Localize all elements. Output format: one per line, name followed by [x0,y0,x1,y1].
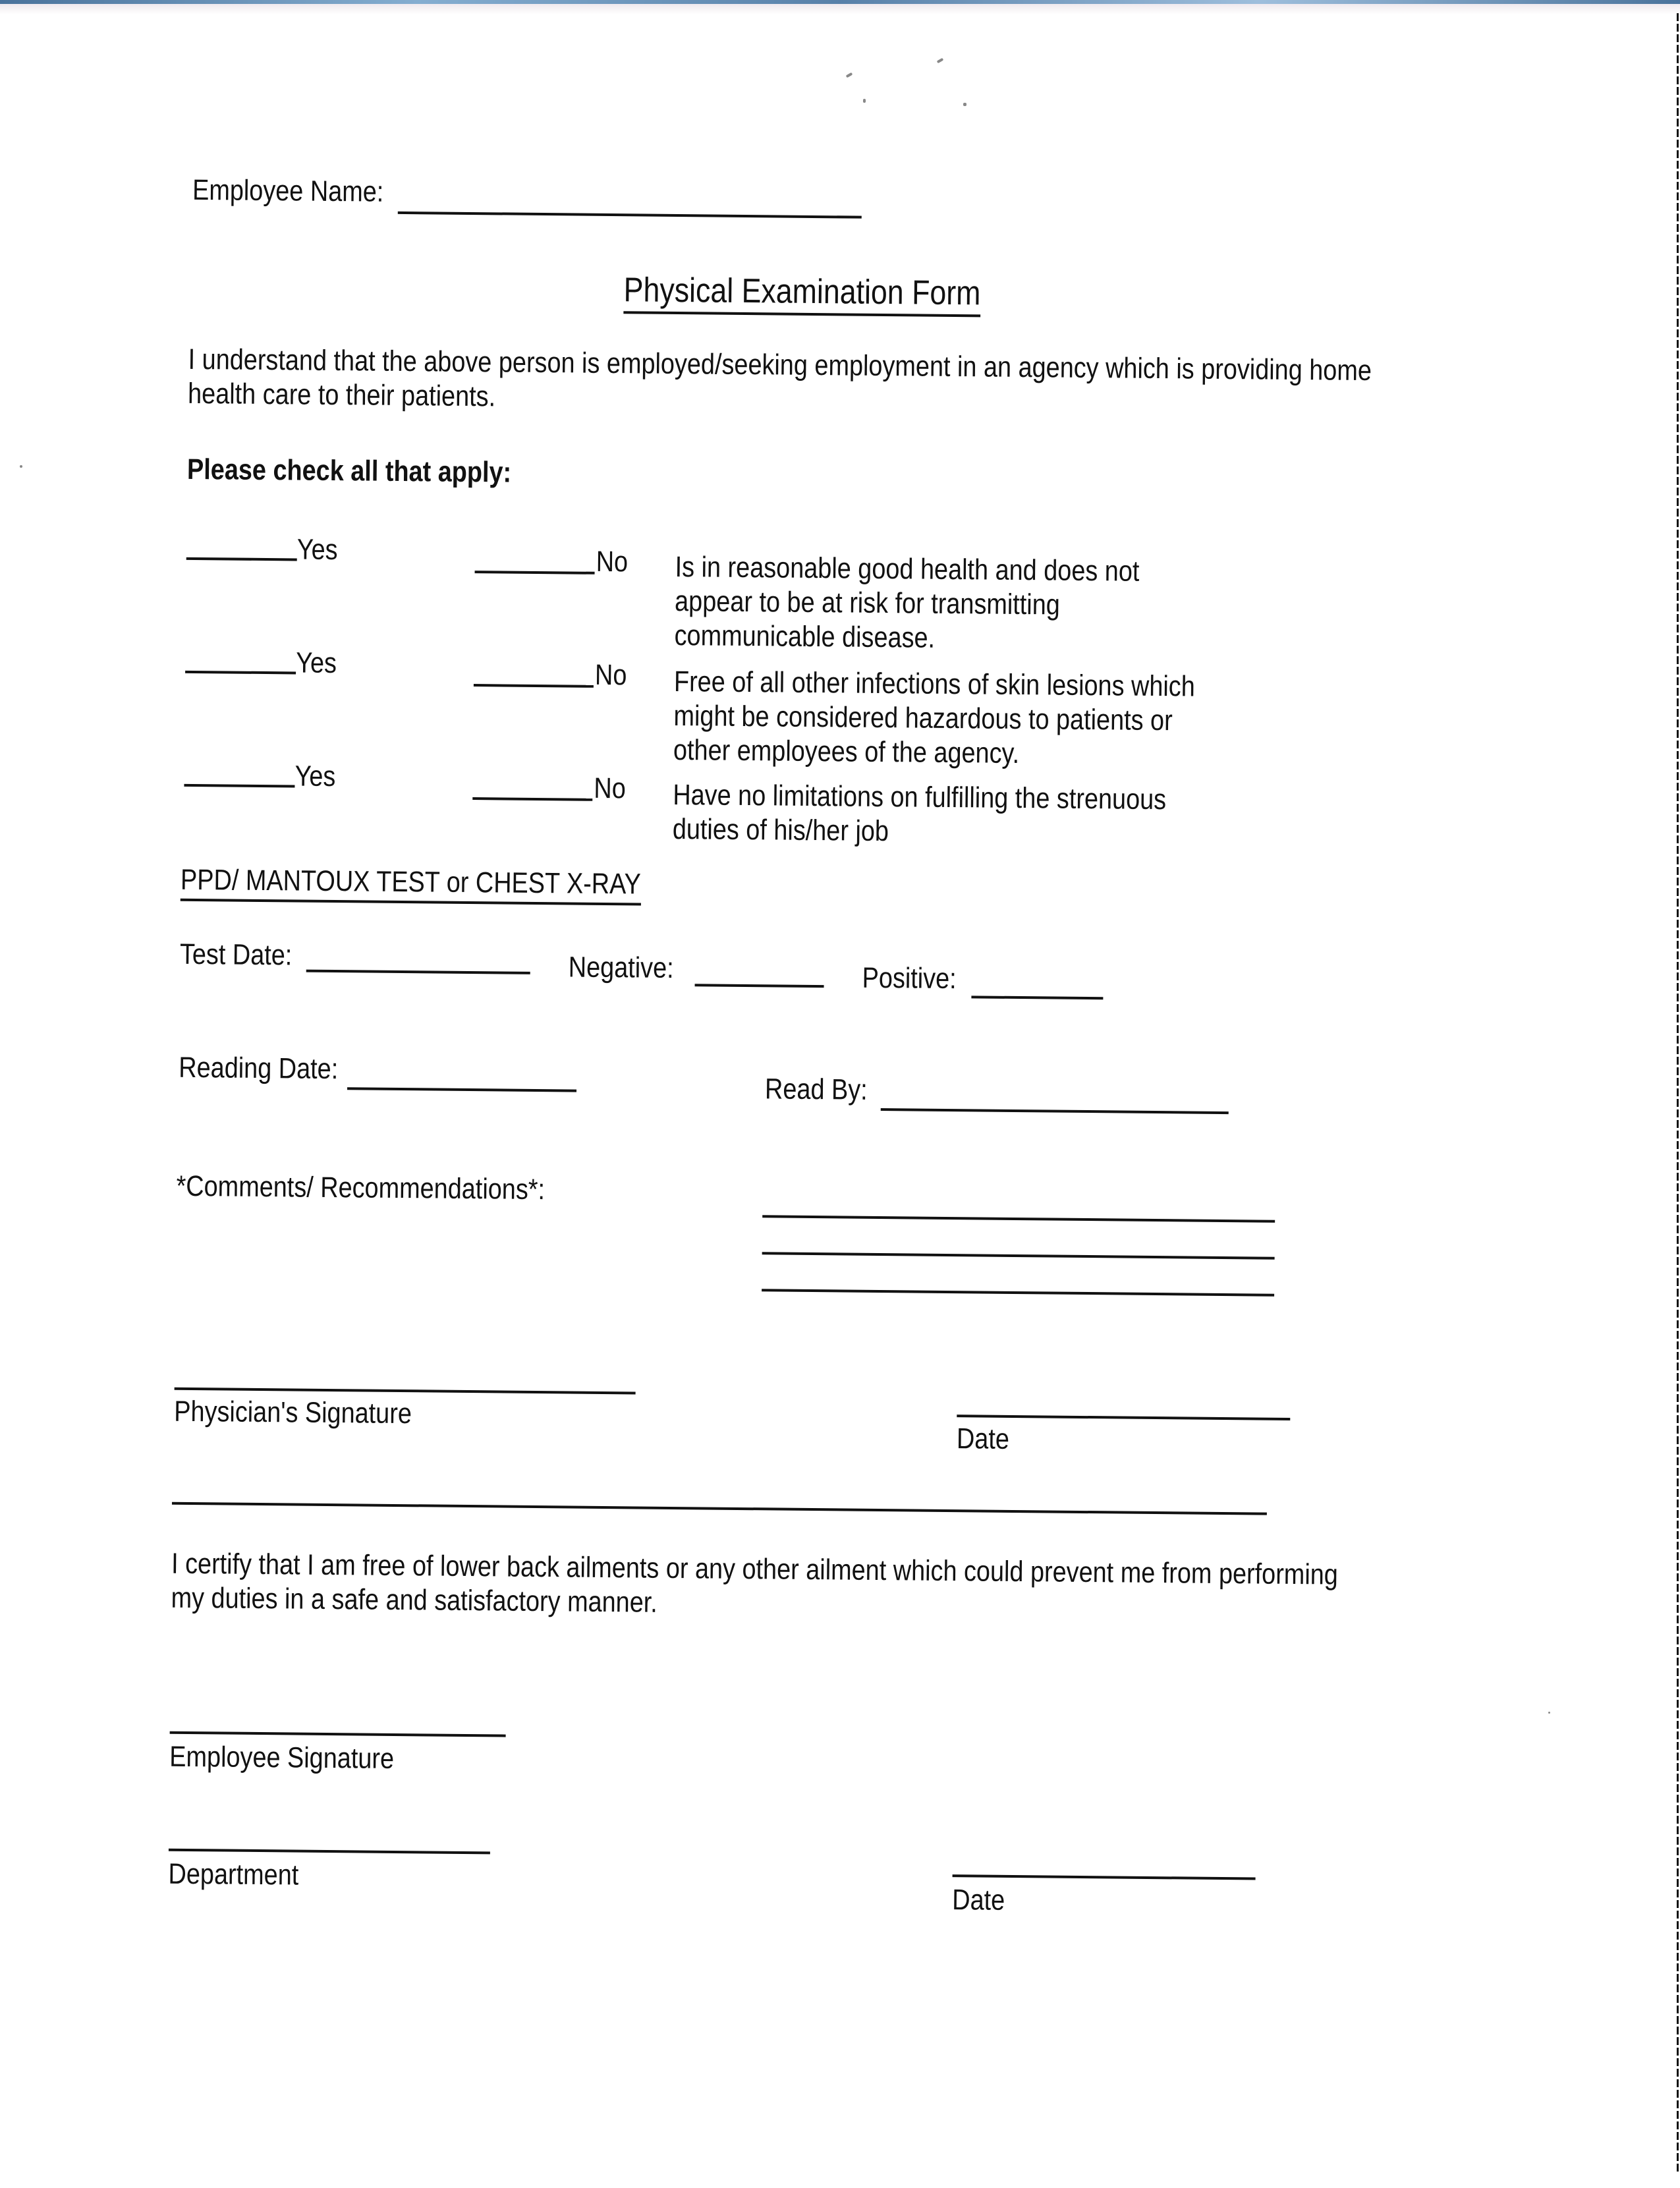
department-field[interactable] [169,1849,490,1855]
no-label: No [596,545,629,578]
comments-line-1[interactable] [762,1215,1275,1222]
yes-label: Yes [295,646,337,680]
yes-label: Yes [294,760,336,793]
intro-line-1: I understand that the above person is employed/seeking employment in an agency which is providing home [188,343,1372,387]
negative-field[interactable] [695,984,824,988]
department-label: Department [168,1857,299,1892]
scan-speck [20,465,22,468]
employee-date-field[interactable] [953,1874,1256,1880]
negative-label: Negative: [568,951,674,984]
employee-name-label: Employee Name: [192,173,384,208]
comments-line-2[interactable] [762,1252,1275,1259]
page-title: Physical Examination Form [623,270,980,317]
section-divider [172,1502,1267,1515]
check-instruction: Please check all that apply: [186,453,512,489]
comments-label: *Comments/ Recommendations*: [176,1169,546,1206]
test-date-field[interactable] [306,970,530,974]
positive-label: Positive: [862,961,957,996]
positive-field[interactable] [971,996,1103,999]
physician-date-field[interactable] [957,1415,1290,1420]
reading-date-label: Reading Date: [179,1051,339,1086]
yes-label: Yes [296,533,338,567]
no-blank-1[interactable] [475,571,595,575]
employee-name-field[interactable] [398,211,862,219]
scan-speck [1548,1712,1550,1714]
checklist-item-text: Free of all other infections of skin lesions which might be considered hazardous to patients or other employees of the agency. [673,665,1196,770]
scan-speck [963,103,966,106]
no-label: No [594,658,627,692]
read-by-label: Read By: [764,1073,868,1106]
employee-signature-label: Employee Signature [169,1740,395,1775]
scan-speck [863,99,866,103]
checklist-item-text: Have no limitations on fulfilling the strenuous duties of his/her job [672,778,1167,848]
intro-paragraph [188,343,1372,422]
comments-line-3[interactable] [762,1289,1274,1296]
physician-signature-label: Physician's Signature [174,1395,412,1430]
employee-signature-field[interactable] [170,1731,506,1737]
intro-line-2: health care to their patients. [187,377,496,413]
physician-date-label: Date [956,1422,1010,1455]
certification-paragraph [171,1547,1338,1627]
ppd-heading: PPD/ MANTOUX TEST or CHEST X-RAY [181,863,641,906]
no-label: No [594,771,627,805]
certification-line-2: my duties in a safe and satisfactory manner. [171,1581,658,1619]
yes-blank-2[interactable] [185,671,296,675]
checklist-item-text: Is in reasonable good health and does not appear to be at risk for transmitting communicable disease. [674,550,1140,654]
test-date-label: Test Date: [179,938,293,972]
yes-blank-1[interactable] [186,557,297,561]
reading-date-field[interactable] [347,1087,576,1092]
no-blank-3[interactable] [472,797,592,801]
yes-blank-3[interactable] [184,784,294,788]
physician-signature-field[interactable] [175,1388,636,1395]
no-blank-2[interactable] [474,684,594,688]
read-by-field[interactable] [881,1108,1229,1114]
certification-line-1: I certify that I am free of lower back ailments or any other ailment which could prevent me from performing [171,1547,1339,1591]
employee-date-label: Date [952,1884,1005,1917]
